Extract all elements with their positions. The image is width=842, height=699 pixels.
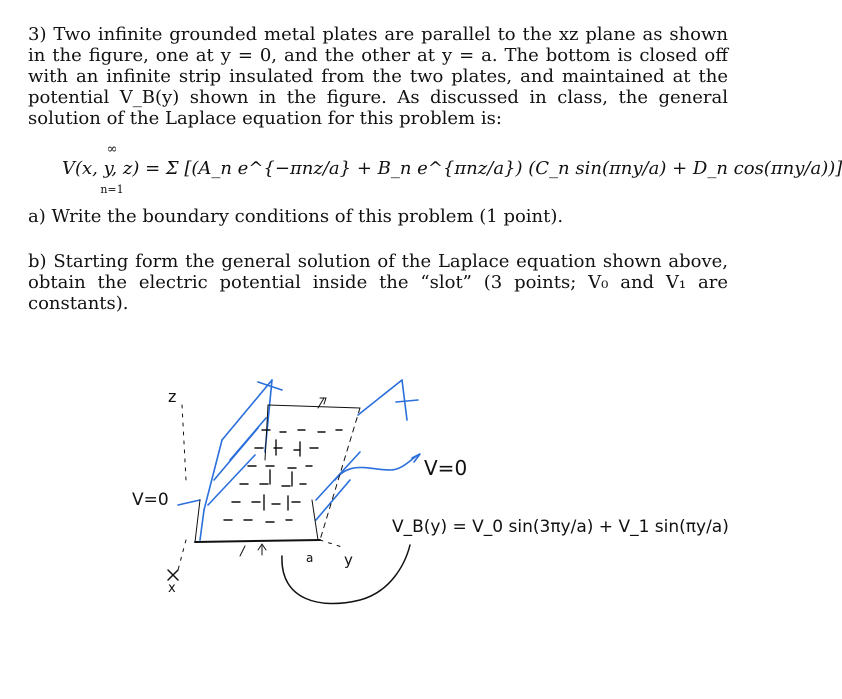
bottom-arrow: [258, 544, 266, 555]
slot-figure: [0, 360, 756, 699]
part-b: [28, 251, 728, 314]
box-bottom: [195, 540, 320, 542]
label-a: a: [306, 551, 314, 565]
label-y: y: [344, 551, 353, 569]
interior-dashes: [224, 430, 342, 522]
problem-intro: [28, 24, 728, 129]
left-plate: [178, 380, 282, 540]
general-solution-equation: [62, 158, 842, 179]
box-top: [268, 405, 360, 408]
bottom-potential-label: V_B(y) = V_0 sin(3πy/a) + V_1 sin(πy/a): [392, 517, 729, 537]
problem-intro-text: 3) Two infinite grounded metal plates are parallel to the xz plane as shown in the figure, one at y = 0, and the other at y = a. The bottom is closed off with an infinite strip insulated from the two plates, and maintained at the potential V_B(y) shown in the figure. As discussed in class, the general solution of the Laplace equation for this problem is:: [28, 24, 728, 129]
box-front-right: [312, 500, 318, 540]
part-a: [28, 206, 728, 227]
right-potential-label: V=0: [424, 456, 468, 480]
label-z: z: [168, 387, 177, 406]
sum-lower-limit: n=1: [100, 183, 124, 196]
x-mark: [168, 570, 178, 580]
part-a-text: a) Write the boundary conditions of this problem (1 point).: [28, 206, 564, 227]
left-potential-label: V=0: [132, 490, 169, 510]
label-x: x: [168, 581, 176, 596]
z-axis: [182, 405, 186, 480]
box-left-bottom: [195, 500, 200, 542]
sum-upper-limit: ∞: [106, 142, 118, 157]
equation-text: V(x, y, z) = Σ [(A_n e^{−πnz/a} + B_n e^{πnz/a}) (C_n sin(πny/a) + D_n cos(πny/a))]: [62, 158, 842, 179]
x-axis: [178, 540, 186, 570]
part-b-text: b) Starting form the general solution of the Laplace equation shown above, obtain the electric potential inside the “slot” (3 points; V₀ and V₁ are constants).: [28, 251, 728, 314]
y-axis: [320, 540, 345, 548]
bottom-arrow-2: [240, 546, 245, 556]
right-plate: [316, 380, 420, 520]
